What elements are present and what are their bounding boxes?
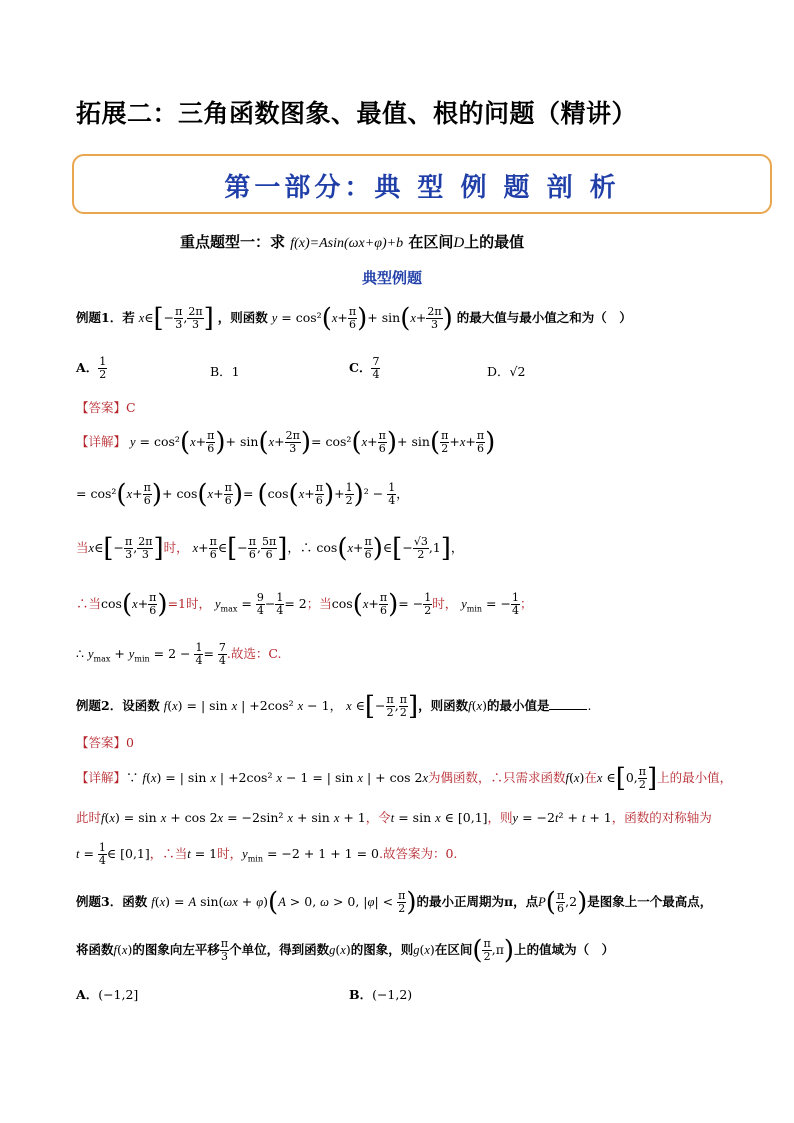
section-banner [72, 154, 772, 214]
section-heading: 重点题型一：求 f(x)=Asin(ωx+φ)+b 在区间D上的最值 [180, 233, 525, 251]
example-3-option-a: A．(−1,2] [76, 987, 139, 1002]
banner-text: 第一部分：典 型 例 题 剖 析 [224, 173, 620, 203]
detail-1-line5: ∴ $y_{max} + y_{min} = 2$ − $\frac{1}{4}$ = $\frac{7}{4}$ .故选：C. [76, 641, 282, 667]
detail-2-line3: t = $\frac{1}{4}$ ∈ [0,1]，∴当t = 1时，$y_{min} = -2 + 1 + 1 = 0$.故答案为：0. [76, 841, 458, 867]
example-1-question: 例题1．若 x∈[− $\frac{\pi}{3}$ , $\frac{2\pi}{3}$ ] ，则函数 y = cos²(x+ $\frac{\pi}{6}$ )+ sin(x+ $\frac{2\pi}{3}$ ) 的最大值与最小值之和为（ ） [76, 303, 632, 334]
detail-1-line3: 当x∈[− $\frac{\pi}{3}$ , $\frac{2\pi}{3}$ ]时， x+ $\frac{\pi}{6}$ ∈[− $\frac{\pi}{6}$ , $\frac{5\pi}{6}$ ]，∴ cos(x+ $\frac{\pi}{6}$ )∈[− $\frac{√3}{2}$ ,1]， [76, 533, 464, 564]
detail-1-line1: 【详解】 y = cos²(x+ $\frac{\pi}{6}$ )+ sin(x+ $\frac{2\pi}{3}$ )= cos²(x+ $\frac{\pi}{6}$ )+ sin( $\frac{\pi}{2}$ +x+ $\frac{\pi}{6}$ ) [76, 427, 496, 458]
sub-heading: 典型例题 [362, 269, 423, 287]
answer-1: 【答案】C [76, 400, 136, 415]
detail-2-line1: 【详解】∵ f(x) = | sin x | +2cos² x − 1 = | sin x | + cos 2x为偶函数，∴只需求函数f(x)在x ∈[0, $\frac{\pi}{2}$ ]上的最小值， [76, 763, 733, 794]
detail-2-line2: 此时f(x) = sin x + cos 2x = −2sin² x + sin x + 1，令t = sin x ∈ [0,1]，则y = −2t² + t + 1，函数的对称轴为 [76, 810, 712, 825]
example-1-options: A． $\frac{1}{2}$ [76, 355, 107, 381]
page-title: 拓展二：三角函数图象、最值、根的问题（精讲） [76, 99, 638, 128]
example-2-question: 例题2．设函数 f(x) = | sin x | +2cos² x − 1， x ∈[− $\frac{\pi}{2}$ , $\frac{\pi}{2}$ ]，则函数f(x)的最小值是 . [76, 691, 592, 722]
answer-2: 【答案】0 [76, 735, 134, 750]
detail-1-line2: = cos²(x+ $\frac{\pi}{6}$ )+ cos(x+ $\frac{\pi}{6}$ )= (cos(x+ $\frac{\pi}{6}$ )+ $\frac{1}{2}$ )² − $\frac{1}{4}$ ， [76, 479, 409, 510]
option-b: B．1 [210, 364, 240, 379]
example-3-question-line1: 例题3．函数 f(x) = A sin(ωx + φ)(A > 0, ω > 0, |φ| < $\frac{\pi}{2}$ )的最小正周期为π，点P( $\frac{\pi}{6}$ ,2)是图象上一个最高点， [76, 887, 713, 918]
option-d: D．√2 [487, 364, 526, 379]
example-3-option-b: B．(−1,2) [349, 987, 413, 1002]
option-c: C． $\frac{7}{4}$ [349, 355, 380, 381]
example-3-question-line2: 将函数f(x)的图象向左平移 $\frac{\pi}{3}$ 个单位，得到函数g(x)的图象，则g(x)在区间( $\frac{\pi}{2}$ ,π)上的值域为（ ） [76, 935, 615, 966]
detail-1-line4: ∴当cos(x+ $\frac{\pi}{6}$ )=1时， $y_{max}$ = $\frac{9}{4}$ − $\frac{1}{4}$ = 2；当cos(x+ $\frac{\pi}{6}$ )= − $\frac{1}{2}$ 时， $y_{min}$ = − $\frac{1}{4}$ ； [76, 589, 533, 620]
